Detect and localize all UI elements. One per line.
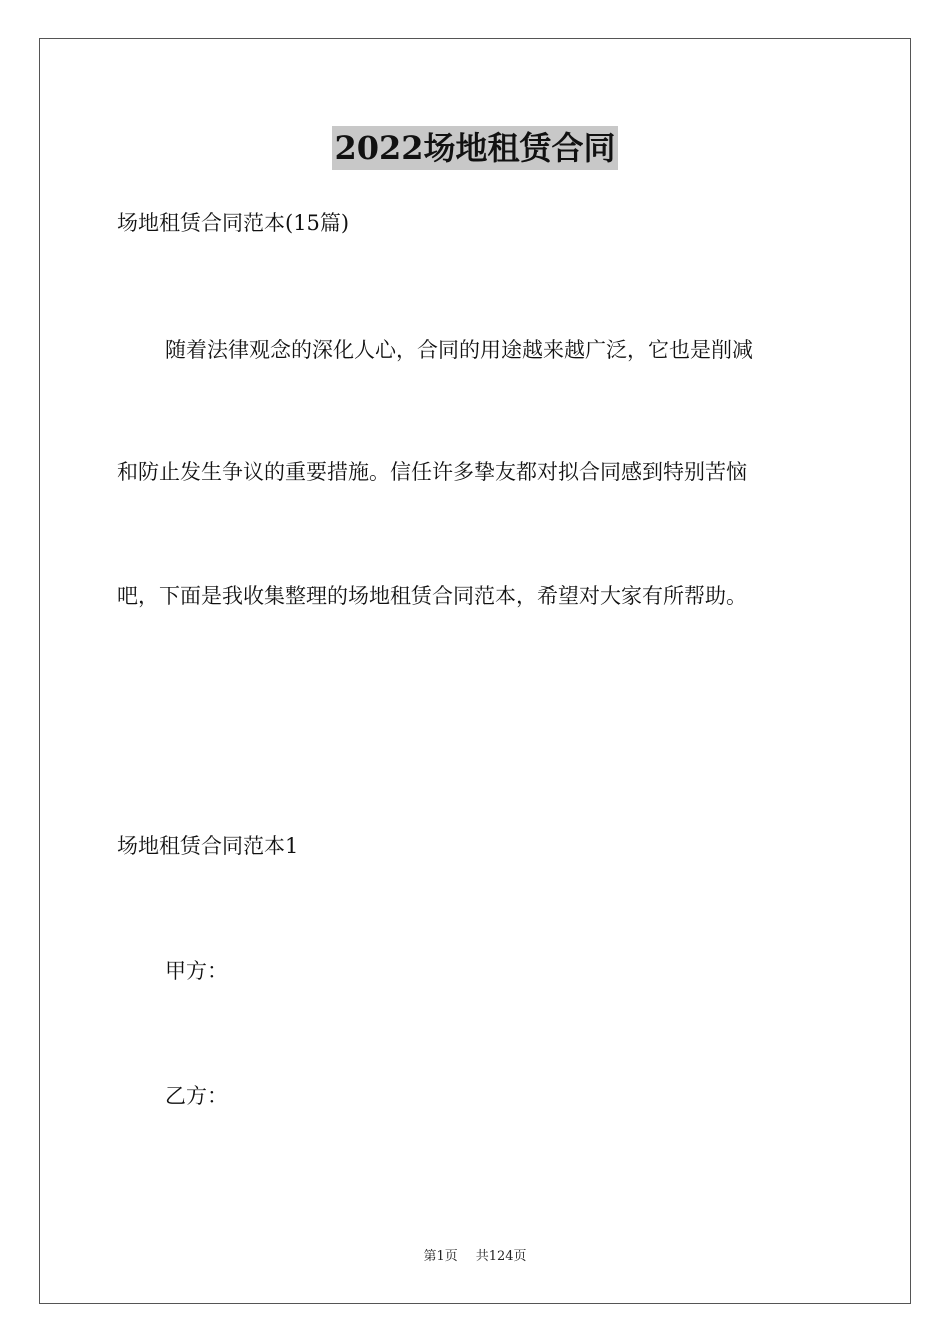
party-b-label: 乙方： xyxy=(165,1084,228,1108)
document-title: 2022场地租赁合同 xyxy=(332,126,617,170)
intro-line-2: 和防止发生争议的重要措施。信任许多挚友都对拟合同感到特别苦恼 xyxy=(117,460,747,484)
intro-line-1: 随着法律观念的深化人心，合同的用途越来越广泛，它也是削减 xyxy=(165,338,753,362)
section-heading: 场地租赁合同范本1 xyxy=(117,834,299,858)
page-number: 第1页 xyxy=(423,1249,458,1264)
page-footer xyxy=(0,1248,950,1266)
title-container xyxy=(0,126,950,170)
intro-line-3: 吧，下面是我收集整理的场地租赁合同范本，希望对大家有所帮助。 xyxy=(117,584,747,608)
document-subtitle: 场地租赁合同范本(15篇) xyxy=(117,211,350,235)
party-a-label: 甲方： xyxy=(165,959,228,983)
page-total: 共124页 xyxy=(475,1249,527,1264)
